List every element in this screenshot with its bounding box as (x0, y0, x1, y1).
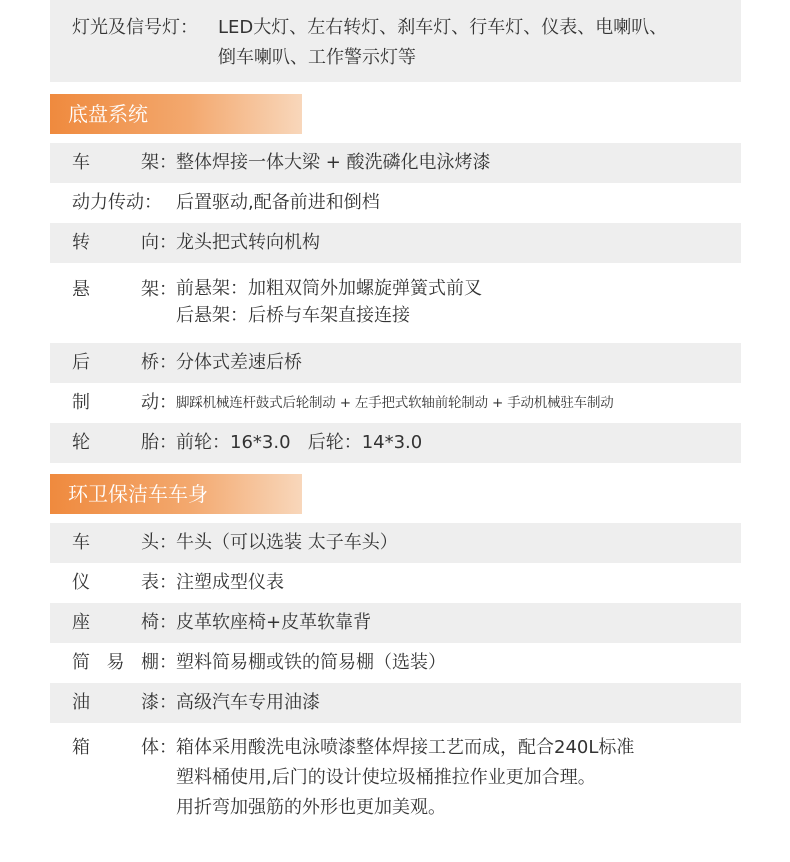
spec-value-instrument: 注塑成型仪表 (176, 572, 284, 593)
spec-value-brake: 脚踩机械连杆鼓式后轮制动 + 左手把式软轴前轮制动 + 手动机械驻车制动 (176, 395, 614, 411)
lighting-line-1: LED大灯、左右转灯、刹车灯、行车灯、仪表、电喇叭、 (218, 17, 668, 38)
spec-row-seat: 座 椅 ： 皮革软座椅+皮革软靠背 (50, 603, 741, 643)
spec-label-frame: 车 架 (72, 152, 159, 173)
section-header-chassis: 底盘系统 (50, 94, 302, 134)
spec-label-paint: 油 漆 (72, 692, 159, 713)
spec-value-frame: 整体焊接一体大梁 + 酸洗磷化电泳烤漆 (176, 152, 491, 173)
spec-label-steering: 转 向 (72, 232, 159, 253)
spec-row-paint: 油 漆 ： 高级汽车专用油漆 (50, 683, 741, 723)
spec-row-tires: 轮 胎 ： 前轮：16*3.0 后轮：14*3.0 (50, 423, 741, 463)
suspension-rear: 后悬架：后桥与车架直接连接 (176, 305, 410, 326)
spec-row-frame: 车 架 ： 整体焊接一体大梁 + 酸洗磷化电泳烤漆 (50, 143, 741, 183)
lighting-label: 灯光及信号灯： (72, 17, 198, 38)
spec-label-box: 箱 体 (72, 737, 159, 758)
spec-label-drive: 动力传动： (72, 192, 162, 213)
spec-row-canopy: 简 易 棚 ： 塑料简易棚或铁的简易棚（选装） (50, 643, 741, 683)
spec-label-brake: 制 动 (72, 392, 159, 413)
lighting-line-2: 倒车喇叭、工作警示灯等 (218, 47, 416, 68)
spec-value-canopy: 塑料简易棚或铁的简易棚（选装） (176, 652, 446, 673)
spec-value-tires: 前轮：16*3.0 后轮：14*3.0 (176, 432, 423, 453)
spec-value-paint: 高级汽车专用油漆 (176, 692, 320, 713)
box-line-1: 箱体采用酸洗电泳喷漆整体焊接工艺而成，配合240L标准 (176, 737, 635, 758)
spec-label-seat: 座 椅 (72, 612, 159, 633)
spec-row-suspension: 悬 架 ： 前悬架：加粗双筒外加螺旋弹簧式前叉 后悬架：后桥与车架直接连接 (50, 263, 741, 343)
spec-label-axle: 后 桥 (72, 352, 159, 373)
spec-row-brake: 制 动 ： 脚踩机械连杆鼓式后轮制动 + 左手把式软轴前轮制动 + 手动机械驻车制动 (50, 383, 741, 423)
spec-row-head: 车 头 ： 牛头（可以选装 太子车头） (50, 523, 741, 563)
lighting-value (218, 13, 667, 73)
spec-value-box (176, 733, 731, 823)
spec-row-instrument: 仪 表 ： 注塑成型仪表 (50, 563, 741, 603)
spec-value-steering: 龙头把式转向机构 (176, 232, 320, 253)
box-line-2: 塑料桶使用,后门的设计使垃圾桶推拉作业更加合理。 (176, 767, 596, 788)
spec-value-seat: 皮革软座椅+皮革软靠背 (176, 612, 372, 633)
spec-value-drive: 后置驱动,配备前进和倒档 (176, 192, 380, 213)
spec-label-suspension: 悬 架 (72, 279, 159, 300)
spec-value-suspension (176, 275, 731, 329)
spec-row-axle: 后 桥 ： 分体式差速后桥 (50, 343, 741, 383)
spec-label-tires: 轮 胎 (72, 432, 159, 453)
spec-label-instrument: 仪 表 (72, 572, 159, 593)
spec-row-steering: 转 向 ： 龙头把式转向机构 (50, 223, 741, 263)
spec-label-canopy: 简 易 棚 (72, 652, 159, 673)
spec-value-axle: 分体式差速后桥 (176, 352, 302, 373)
spec-row-drive (50, 183, 741, 223)
spec-label-head: 车 头 (72, 532, 159, 553)
box-line-3: 用折弯加强筋的外形也更加美观。 (176, 797, 446, 818)
suspension-front: 前悬架：加粗双筒外加螺旋弹簧式前叉 (176, 278, 482, 299)
section-header-body: 环卫保洁车车身 (50, 474, 302, 514)
spec-row-box: 箱 体 ： 箱体采用酸洗电泳喷漆整体焊接工艺而成，配合240L标准 塑料桶使用,后门的设计使垃圾桶推拉作业更加合理。 用折弯加强筋的外形也更加美观。 (50, 723, 741, 833)
lighting-row (50, 0, 741, 82)
spec-value-head: 牛头（可以选装 太子车头） (176, 532, 398, 553)
